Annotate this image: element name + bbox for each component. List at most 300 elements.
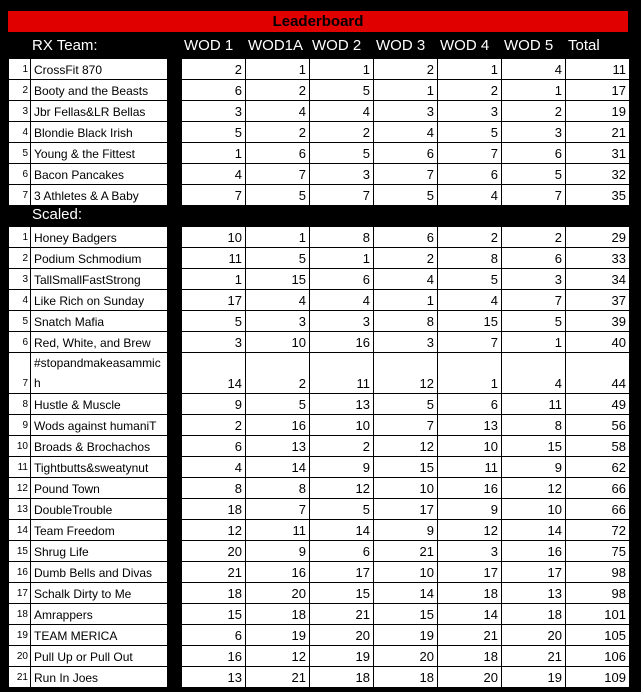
column-gap xyxy=(168,269,182,290)
score-cell: 2 xyxy=(502,101,566,122)
score-cell: 5 xyxy=(246,248,310,269)
total-cell: 66 xyxy=(566,478,630,499)
total-cell: 17 xyxy=(566,80,630,101)
column-gap xyxy=(168,59,182,80)
score-cell: 21 xyxy=(374,541,438,562)
table-row xyxy=(9,583,630,604)
score-cell: 16 xyxy=(310,332,374,353)
score-cell: 2 xyxy=(374,59,438,80)
score-cell: 13 xyxy=(502,583,566,604)
score-cell: 1 xyxy=(246,59,310,80)
score-cell: 3 xyxy=(310,311,374,332)
score-cell: 3 xyxy=(246,311,310,332)
rank-cell: 4 xyxy=(9,122,31,143)
score-cell: 6 xyxy=(182,436,246,457)
score-cell: 21 xyxy=(438,625,502,646)
total-cell: 21 xyxy=(566,122,630,143)
score-cell: 14 xyxy=(246,457,310,478)
score-cell: 18 xyxy=(182,583,246,604)
score-cell: 12 xyxy=(246,646,310,667)
score-cell: 6 xyxy=(438,394,502,415)
score-cell: 1 xyxy=(310,248,374,269)
score-cell: 10 xyxy=(438,436,502,457)
score-cell: 4 xyxy=(246,101,310,122)
total-cell: 29 xyxy=(566,227,630,248)
score-cell: 8 xyxy=(502,415,566,436)
table-row xyxy=(9,353,630,394)
rank-cell: 6 xyxy=(9,332,31,353)
column-gap xyxy=(168,332,182,353)
score-cell: 6 xyxy=(246,143,310,164)
team-name-cell: Dumb Bells and Divas xyxy=(31,562,168,583)
team-name-cell: DoubleTrouble xyxy=(31,499,168,520)
score-cell: 2 xyxy=(502,227,566,248)
score-cell: 2 xyxy=(310,436,374,457)
score-cell: 10 xyxy=(374,562,438,583)
table-row xyxy=(9,164,630,185)
score-cell: 12 xyxy=(374,436,438,457)
col-header-wod1: WOD 1 xyxy=(184,37,234,54)
table-row xyxy=(9,59,630,80)
score-cell: 20 xyxy=(246,583,310,604)
rank-cell: 3 xyxy=(9,269,31,290)
score-cell: 8 xyxy=(438,248,502,269)
column-gap xyxy=(168,667,182,688)
column-gap xyxy=(168,520,182,541)
rank-cell: 13 xyxy=(9,499,31,520)
rank-cell: 7 xyxy=(9,353,31,394)
score-cell: 5 xyxy=(374,394,438,415)
score-cell: 6 xyxy=(310,269,374,290)
score-cell: 20 xyxy=(182,541,246,562)
total-cell: 32 xyxy=(566,164,630,185)
score-cell: 1 xyxy=(374,290,438,311)
score-cell: 9 xyxy=(182,394,246,415)
table-row xyxy=(9,248,630,269)
column-gap xyxy=(168,290,182,311)
score-cell: 2 xyxy=(182,415,246,436)
score-cell: 3 xyxy=(374,101,438,122)
rank-cell: 5 xyxy=(9,311,31,332)
score-cell: 10 xyxy=(310,415,374,436)
score-cell: 7 xyxy=(438,332,502,353)
table-row xyxy=(9,625,630,646)
rank-cell: 12 xyxy=(9,478,31,499)
table-row xyxy=(9,269,630,290)
score-cell: 10 xyxy=(182,227,246,248)
score-cell: 6 xyxy=(438,164,502,185)
column-gap xyxy=(168,80,182,101)
score-cell: 19 xyxy=(374,625,438,646)
score-cell: 2 xyxy=(246,353,310,394)
score-cell: 15 xyxy=(502,436,566,457)
score-cell: 5 xyxy=(502,164,566,185)
team-name-cell: Blondie Black Irish xyxy=(31,122,168,143)
table-row xyxy=(9,290,630,311)
table-row xyxy=(9,394,630,415)
score-cell: 7 xyxy=(374,164,438,185)
score-cell: 11 xyxy=(182,248,246,269)
team-name-cell: Podium Schmodium xyxy=(31,248,168,269)
col-header-wod1a: WOD1A xyxy=(248,37,304,54)
table-row xyxy=(9,646,630,667)
column-gap xyxy=(168,583,182,604)
score-cell: 5 xyxy=(374,185,438,206)
rank-cell: 1 xyxy=(9,59,31,80)
score-cell: 6 xyxy=(502,248,566,269)
column-gap xyxy=(168,478,182,499)
rank-cell: 4 xyxy=(9,290,31,311)
score-cell: 4 xyxy=(374,122,438,143)
score-cell: 20 xyxy=(438,667,502,688)
rank-cell: 6 xyxy=(9,164,31,185)
rank-cell: 18 xyxy=(9,604,31,625)
score-cell: 11 xyxy=(310,353,374,394)
score-cell: 5 xyxy=(310,143,374,164)
table-row xyxy=(9,332,630,353)
score-cell: 13 xyxy=(246,436,310,457)
col-header-wod3: WOD 3 xyxy=(376,37,426,54)
rank-cell: 16 xyxy=(9,562,31,583)
score-cell: 6 xyxy=(182,80,246,101)
total-cell: 101 xyxy=(566,604,630,625)
rank-cell: 8 xyxy=(9,394,31,415)
score-cell: 1 xyxy=(182,269,246,290)
score-cell: 18 xyxy=(310,667,374,688)
score-cell: 4 xyxy=(502,59,566,80)
score-cell: 6 xyxy=(502,143,566,164)
total-cell: 56 xyxy=(566,415,630,436)
score-cell: 15 xyxy=(438,311,502,332)
score-cell: 18 xyxy=(438,646,502,667)
team-name-cell: CrossFit 870 xyxy=(31,59,168,80)
table-row xyxy=(9,311,630,332)
team-name-cell: #stopandmakeasammich xyxy=(31,353,168,394)
score-cell: 19 xyxy=(502,667,566,688)
total-cell: 35 xyxy=(566,185,630,206)
score-cell: 15 xyxy=(182,604,246,625)
score-cell: 21 xyxy=(502,646,566,667)
score-cell: 2 xyxy=(182,59,246,80)
table-row xyxy=(9,185,630,206)
column-gap xyxy=(168,562,182,583)
rank-cell: 3 xyxy=(9,101,31,122)
score-cell: 2 xyxy=(438,227,502,248)
score-cell: 20 xyxy=(374,646,438,667)
total-cell: 19 xyxy=(566,101,630,122)
team-name-cell: Red, White, and Brew xyxy=(31,332,168,353)
score-cell: 7 xyxy=(438,143,502,164)
score-cell: 10 xyxy=(502,499,566,520)
score-cell: 12 xyxy=(310,478,374,499)
rank-cell: 11 xyxy=(9,457,31,478)
score-cell: 9 xyxy=(246,541,310,562)
column-gap xyxy=(168,415,182,436)
rank-cell: 19 xyxy=(9,625,31,646)
score-cell: 12 xyxy=(374,353,438,394)
column-gap xyxy=(168,541,182,562)
column-gap xyxy=(168,164,182,185)
table-row xyxy=(9,541,630,562)
score-cell: 18 xyxy=(374,667,438,688)
team-name-cell: 3 Athletes & A Baby xyxy=(31,185,168,206)
score-cell: 21 xyxy=(182,562,246,583)
score-cell: 3 xyxy=(502,269,566,290)
score-cell: 5 xyxy=(182,122,246,143)
score-cell: 18 xyxy=(246,604,310,625)
score-cell: 16 xyxy=(502,541,566,562)
score-cell: 4 xyxy=(246,290,310,311)
column-gap xyxy=(168,604,182,625)
score-cell: 6 xyxy=(374,143,438,164)
total-cell: 62 xyxy=(566,457,630,478)
column-gap xyxy=(168,499,182,520)
score-cell: 5 xyxy=(438,122,502,143)
scaled-label: Scaled: xyxy=(32,206,83,223)
rank-cell: 7 xyxy=(9,185,31,206)
score-cell: 9 xyxy=(502,457,566,478)
rank-cell: 1 xyxy=(9,227,31,248)
score-cell: 6 xyxy=(374,227,438,248)
score-cell: 15 xyxy=(246,269,310,290)
score-cell: 17 xyxy=(438,562,502,583)
column-gap xyxy=(168,436,182,457)
score-cell: 12 xyxy=(438,520,502,541)
score-cell: 4 xyxy=(502,353,566,394)
score-cell: 2 xyxy=(246,122,310,143)
column-gap xyxy=(168,457,182,478)
column-gap xyxy=(168,625,182,646)
total-cell: 39 xyxy=(566,311,630,332)
score-cell: 7 xyxy=(374,415,438,436)
score-cell: 3 xyxy=(182,101,246,122)
team-name-cell: Shrug Life xyxy=(31,541,168,562)
team-name-cell: Broads & Brochachos xyxy=(31,436,168,457)
rank-cell: 2 xyxy=(9,248,31,269)
score-cell: 1 xyxy=(438,59,502,80)
total-cell: 105 xyxy=(566,625,630,646)
score-cell: 14 xyxy=(438,604,502,625)
score-cell: 21 xyxy=(310,604,374,625)
col-header-wod2: WOD 2 xyxy=(312,37,362,54)
score-cell: 14 xyxy=(374,583,438,604)
team-name-cell: Snatch Mafia xyxy=(31,311,168,332)
score-cell: 8 xyxy=(374,311,438,332)
column-gap xyxy=(168,227,182,248)
team-name-cell: Young & the Fittest xyxy=(31,143,168,164)
score-cell: 19 xyxy=(246,625,310,646)
score-cell: 3 xyxy=(502,122,566,143)
rank-cell: 21 xyxy=(9,667,31,688)
score-cell: 17 xyxy=(182,290,246,311)
score-cell: 5 xyxy=(246,185,310,206)
team-name-cell: Like Rich on Sunday xyxy=(31,290,168,311)
score-cell: 1 xyxy=(438,353,502,394)
score-cell: 17 xyxy=(310,562,374,583)
total-cell: 66 xyxy=(566,499,630,520)
score-cell: 9 xyxy=(438,499,502,520)
score-cell: 6 xyxy=(310,541,374,562)
total-cell: 98 xyxy=(566,583,630,604)
score-cell: 2 xyxy=(438,80,502,101)
table-row xyxy=(9,667,630,688)
score-cell: 9 xyxy=(374,520,438,541)
score-cell: 7 xyxy=(502,290,566,311)
column-gap xyxy=(168,122,182,143)
column-gap xyxy=(168,143,182,164)
score-cell: 2 xyxy=(310,122,374,143)
total-cell: 98 xyxy=(566,562,630,583)
score-cell: 5 xyxy=(310,499,374,520)
table-row xyxy=(9,499,630,520)
score-cell: 13 xyxy=(182,667,246,688)
score-cell: 5 xyxy=(182,311,246,332)
column-gap xyxy=(168,394,182,415)
rank-cell: 14 xyxy=(9,520,31,541)
total-cell: 33 xyxy=(566,248,630,269)
score-cell: 1 xyxy=(502,80,566,101)
score-cell: 14 xyxy=(182,353,246,394)
column-gap xyxy=(168,353,182,394)
team-name-cell: Pound Town xyxy=(31,478,168,499)
column-gap xyxy=(168,248,182,269)
score-cell: 15 xyxy=(374,604,438,625)
rank-cell: 2 xyxy=(9,80,31,101)
score-cell: 19 xyxy=(310,646,374,667)
team-name-cell: TEAM MERICA xyxy=(31,625,168,646)
leaderboard-title: Leaderboard xyxy=(8,11,628,32)
total-cell: 72 xyxy=(566,520,630,541)
score-cell: 16 xyxy=(182,646,246,667)
score-cell: 4 xyxy=(374,269,438,290)
score-cell: 4 xyxy=(438,185,502,206)
rank-cell: 15 xyxy=(9,541,31,562)
score-cell: 5 xyxy=(502,311,566,332)
total-cell: 34 xyxy=(566,269,630,290)
rank-cell: 10 xyxy=(9,436,31,457)
table-row xyxy=(9,227,630,248)
table-row xyxy=(9,101,630,122)
rank-cell: 9 xyxy=(9,415,31,436)
score-cell: 10 xyxy=(246,332,310,353)
column-gap xyxy=(168,646,182,667)
column-gap xyxy=(168,101,182,122)
col-header-total: Total xyxy=(568,37,600,54)
score-cell: 1 xyxy=(502,332,566,353)
table-row xyxy=(9,122,630,143)
col-header-wod5: WOD 5 xyxy=(504,37,554,54)
team-name-cell: TallSmallFastStrong xyxy=(31,269,168,290)
rank-cell: 20 xyxy=(9,646,31,667)
score-cell: 16 xyxy=(246,562,310,583)
score-cell: 10 xyxy=(374,478,438,499)
score-cell: 13 xyxy=(310,394,374,415)
rank-cell: 17 xyxy=(9,583,31,604)
table-row xyxy=(9,562,630,583)
team-name-cell: Schalk Dirty to Me xyxy=(31,583,168,604)
column-gap xyxy=(168,185,182,206)
score-cell: 20 xyxy=(310,625,374,646)
table-row xyxy=(9,436,630,457)
score-cell: 3 xyxy=(182,332,246,353)
table-row xyxy=(9,520,630,541)
score-cell: 15 xyxy=(374,457,438,478)
team-name-cell: Pull Up or Pull Out xyxy=(31,646,168,667)
rx-team-label: RX Team: xyxy=(32,37,98,54)
score-cell: 7 xyxy=(246,164,310,185)
score-cell: 11 xyxy=(438,457,502,478)
team-name-cell: Jbr Fellas&LR Bellas xyxy=(31,101,168,122)
team-name-cell: Wods against humaniT xyxy=(31,415,168,436)
total-cell: 40 xyxy=(566,332,630,353)
score-cell: 17 xyxy=(374,499,438,520)
score-cell: 16 xyxy=(438,478,502,499)
score-cell: 3 xyxy=(374,332,438,353)
score-cell: 3 xyxy=(438,101,502,122)
score-cell: 8 xyxy=(310,227,374,248)
total-cell: 37 xyxy=(566,290,630,311)
score-cell: 7 xyxy=(310,185,374,206)
score-cell: 14 xyxy=(502,520,566,541)
score-cell: 9 xyxy=(310,457,374,478)
total-cell: 44 xyxy=(566,353,630,394)
score-cell: 3 xyxy=(438,541,502,562)
score-cell: 5 xyxy=(438,269,502,290)
score-cell: 2 xyxy=(374,248,438,269)
col-header-wod4: WOD 4 xyxy=(440,37,490,54)
score-cell: 4 xyxy=(182,164,246,185)
team-name-cell: Bacon Pancakes xyxy=(31,164,168,185)
total-cell: 58 xyxy=(566,436,630,457)
team-name-cell: Tightbutts&sweatynut xyxy=(31,457,168,478)
score-cell: 13 xyxy=(438,415,502,436)
score-cell: 4 xyxy=(310,290,374,311)
score-cell: 12 xyxy=(182,520,246,541)
score-cell: 21 xyxy=(246,667,310,688)
score-cell: 3 xyxy=(310,164,374,185)
team-name-cell: Honey Badgers xyxy=(31,227,168,248)
total-cell: 49 xyxy=(566,394,630,415)
table-row xyxy=(9,415,630,436)
table-row xyxy=(9,80,630,101)
score-cell: 1 xyxy=(374,80,438,101)
table-row xyxy=(9,604,630,625)
score-cell: 4 xyxy=(182,457,246,478)
table-row xyxy=(9,143,630,164)
score-cell: 5 xyxy=(310,80,374,101)
score-cell: 11 xyxy=(502,394,566,415)
score-cell: 20 xyxy=(502,625,566,646)
score-cell: 7 xyxy=(182,185,246,206)
column-gap xyxy=(168,311,182,332)
table-row xyxy=(9,457,630,478)
rank-cell: 5 xyxy=(9,143,31,164)
score-cell: 1 xyxy=(310,59,374,80)
team-name-cell: Booty and the Beasts xyxy=(31,80,168,101)
team-name-cell: Run In Joes xyxy=(31,667,168,688)
score-cell: 12 xyxy=(502,478,566,499)
score-cell: 2 xyxy=(246,80,310,101)
score-cell: 6 xyxy=(182,625,246,646)
team-name-cell: Amrappers xyxy=(31,604,168,625)
score-cell: 1 xyxy=(246,227,310,248)
total-cell: 11 xyxy=(566,59,630,80)
score-cell: 4 xyxy=(310,101,374,122)
score-cell: 7 xyxy=(246,499,310,520)
total-cell: 109 xyxy=(566,667,630,688)
score-cell: 1 xyxy=(182,143,246,164)
score-cell: 16 xyxy=(246,415,310,436)
